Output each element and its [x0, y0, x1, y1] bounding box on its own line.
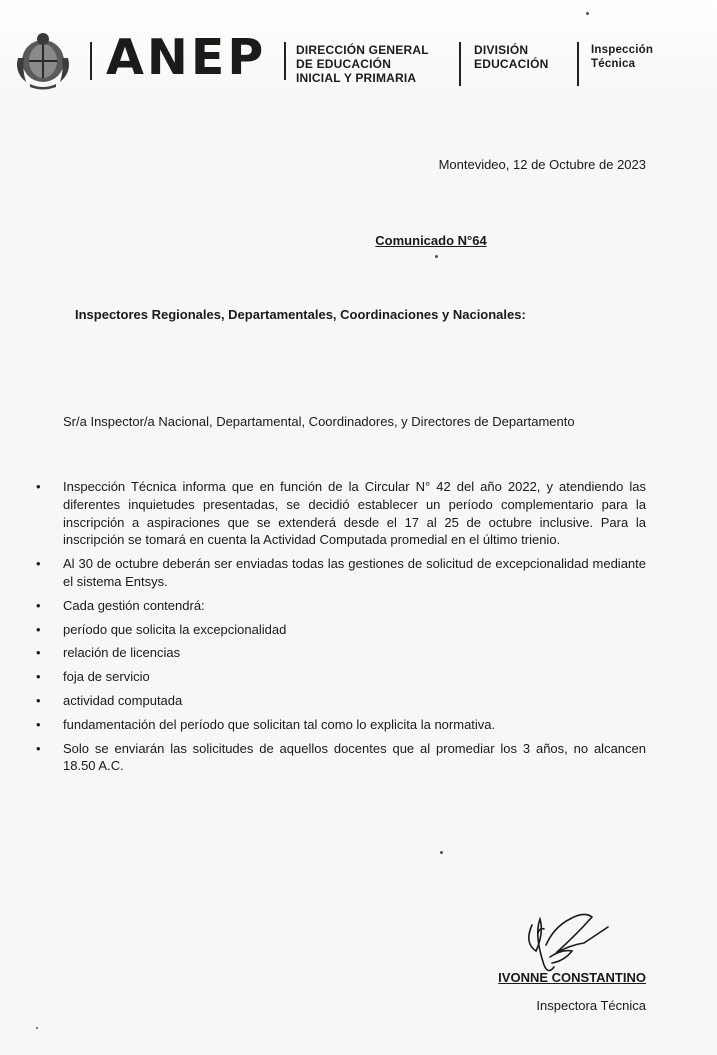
- bullet-icon: •: [36, 645, 41, 661]
- list-item: [36, 668, 646, 686]
- department-name: [296, 43, 429, 85]
- list-item-text: Inspección Técnica informa que en función de la Circular N° 42 del año 2022, y atendiendo las diferentes inquietudes presentadas, se decidió establecer un período complementario para la inscripción a aspiraciones que se extenderá desde el 17 al 25 de octubre inclusive. Para la inscripción se tomará en cuenta la Actividad Computada promedial en el último trienio.: [63, 479, 646, 548]
- list-item-text: Cada gestión contendrá:: [63, 597, 205, 613]
- list-item-text: relación de licencias: [63, 645, 181, 661]
- bullet-icon: •: [36, 692, 41, 708]
- unit-line: Técnica: [591, 58, 636, 70]
- salutation-line: Sr/a Inspector/a Nacional, Departamental, Coordinadores, y Directores de Departamento: [63, 414, 575, 429]
- brand-logo-text: ANEP: [106, 29, 267, 86]
- department-line: DIRECCIÓN GENERAL: [296, 43, 429, 57]
- department-line: INICIAL Y PRIMARIA: [296, 71, 417, 85]
- bullet-icon: •: [36, 597, 41, 613]
- list-item-text: Al 30 de octubre deberán ser enviadas todas las gestiones de solicitud de excepcionalidad mediante el sistema Entsys.: [63, 556, 646, 589]
- signatory-role: Inspectora Técnica: [536, 998, 646, 1013]
- bullet-icon: •: [36, 669, 41, 685]
- unit-line: Inspección: [591, 44, 654, 56]
- bullet-icon: •: [36, 740, 41, 756]
- list-item: [36, 621, 646, 639]
- header-divider: [284, 42, 286, 80]
- department-line: DE EDUCACIÓN: [296, 57, 392, 71]
- list-item-text: Solo se enviarán las solicitudes de aquellos docentes que al promediar los 3 años, no alcancen 18.50 A.C.: [63, 740, 646, 774]
- list-item-text: período que solicita la excepcionalidad: [63, 621, 287, 637]
- scan-speck: [435, 255, 438, 258]
- coat-of-arms-logo: [12, 28, 74, 90]
- list-item-text: actividad computada: [63, 692, 183, 708]
- communique-title: Comunicado N°64: [375, 233, 487, 248]
- list-item: [36, 597, 646, 615]
- list-item: [36, 644, 646, 662]
- bullet-icon: •: [36, 556, 41, 572]
- list-item: [36, 555, 646, 591]
- scan-speck: [36, 1027, 38, 1029]
- list-item: [36, 716, 646, 734]
- bullet-icon: •: [36, 621, 41, 637]
- handwritten-signature: [510, 905, 620, 980]
- header-divider: [459, 42, 461, 86]
- list-item: [36, 740, 646, 776]
- signatory-name: IVONNE CONSTANTINO: [498, 970, 646, 985]
- recipients-line: Inspectores Regionales, Departamentales, Coordinaciones y Nacionales:: [75, 307, 526, 322]
- letterhead: [0, 0, 717, 105]
- division-name: [474, 43, 548, 71]
- header-divider: [577, 42, 579, 86]
- unit-name: [591, 43, 653, 71]
- list-item-text: fundamentación del período que solicitan tal como lo explicita la normativa.: [63, 716, 496, 732]
- letter-date: Montevideo, 12 de Octubre de 2023: [438, 157, 646, 172]
- list-item: [36, 478, 646, 549]
- bullet-icon: •: [36, 716, 41, 732]
- list-item: [36, 692, 646, 710]
- list-item-text: foja de servicio: [63, 669, 150, 685]
- division-line: EDUCACIÓN: [474, 57, 549, 71]
- scan-speck: [440, 851, 443, 854]
- scan-speck: [586, 12, 589, 15]
- division-line: DIVISIÓN: [474, 43, 529, 57]
- header-divider: [90, 42, 92, 80]
- announcement-list: [36, 478, 646, 781]
- bullet-icon: •: [36, 479, 41, 494]
